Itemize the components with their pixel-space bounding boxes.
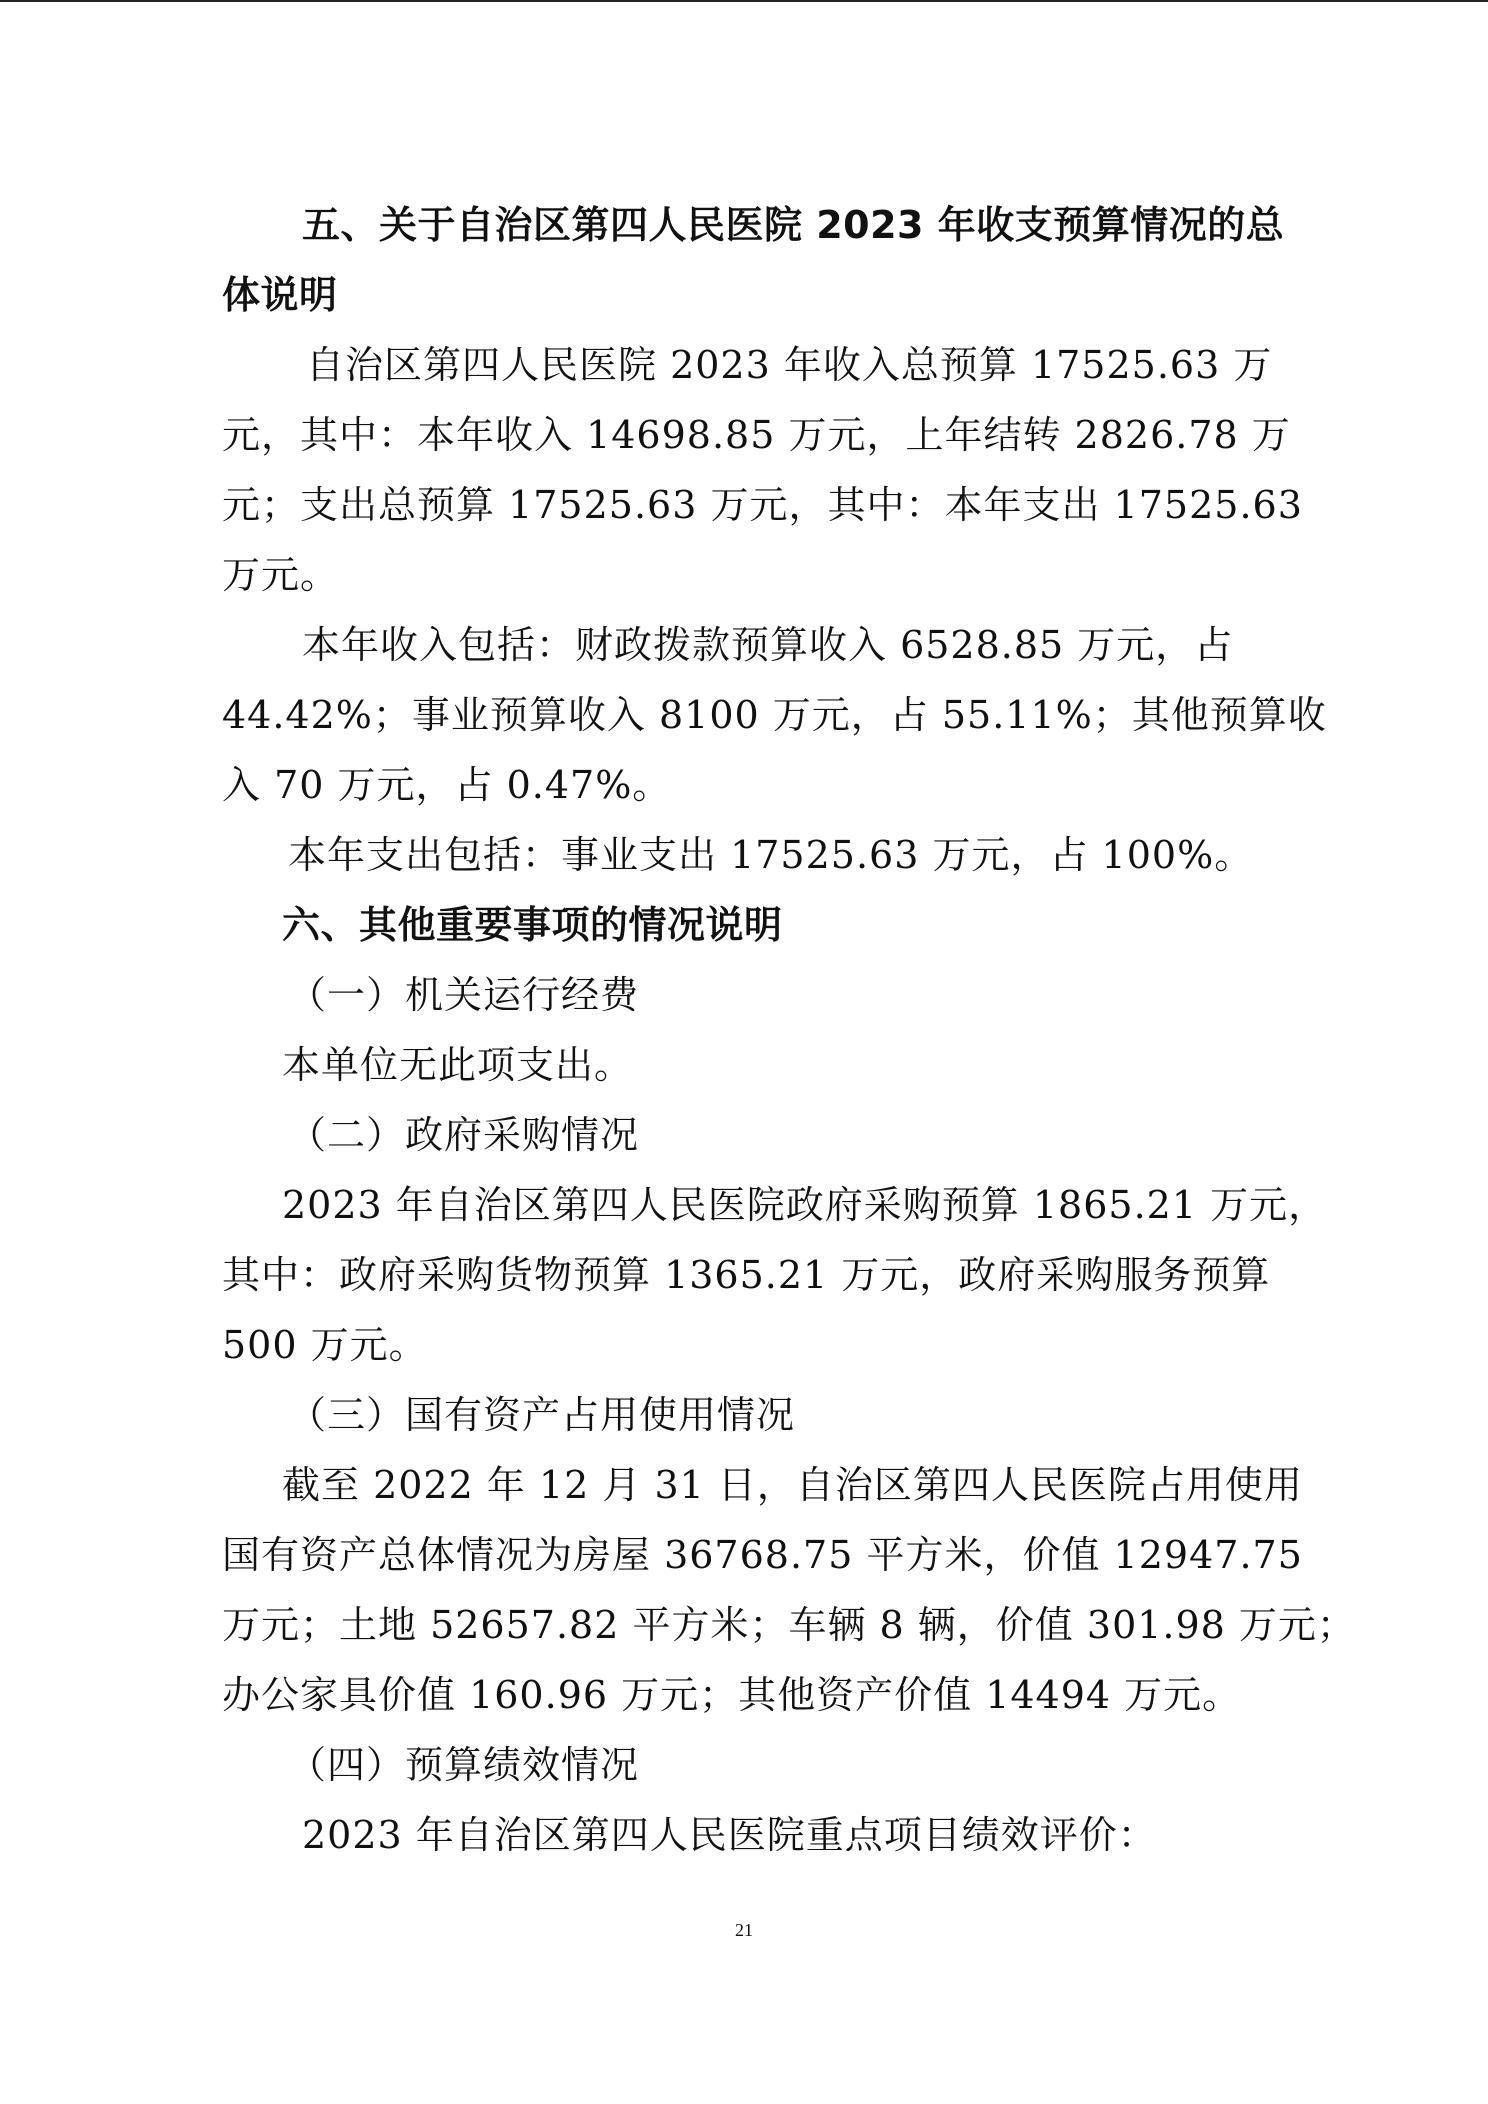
subsection-3-title: （三）国有资产占用使用情况 bbox=[288, 1393, 796, 1437]
page-content bbox=[222, 190, 1356, 1870]
top-border bbox=[0, 0, 1488, 2]
section-5-para-2-line-1: 本年收入包括：财政拨款预算收入 6528.85 万元，占 bbox=[302, 623, 1234, 667]
subsection-2-title: （二）政府采购情况 bbox=[288, 1113, 640, 1157]
page-number: 21 bbox=[735, 1920, 753, 1940]
section-5-para-3-line-1: 本年支出包括：事业支出 17525.63 万元，占 100%。 bbox=[288, 833, 1254, 877]
section-5-para-1-line-4: 万元。 bbox=[222, 553, 340, 597]
subsection-4-title: （四）预算绩效情况 bbox=[288, 1743, 640, 1787]
section-5-para-1-line-2: 元，其中：本年收入 14698.85 万元，上年结转 2826.78 万 bbox=[222, 413, 1291, 457]
section-5-para-1-line-1: 自治区第四人民医院 2023 年收入总预算 17525.63 万 bbox=[306, 343, 1273, 387]
subsection-1-title: （一）机关运行经费 bbox=[288, 973, 640, 1017]
subsection-1-body-line-1: 本单位无此项支出。 bbox=[282, 1043, 634, 1087]
subsection-3-body-line-3: 万元；土地 52657.82 平方米；车辆 8 辆，价值 301.98 万元； bbox=[222, 1603, 1356, 1647]
subsection-3-body-line-2: 国有资产总体情况为房屋 36768.75 平方米，价值 12947.75 bbox=[222, 1533, 1303, 1577]
section-6-heading: 六、其他重要事项的情况说明 bbox=[282, 903, 783, 947]
subsection-3-body-line-1: 截至 2022 年 12 月 31 日，自治区第四人民医院占用使用 bbox=[282, 1463, 1303, 1507]
section-5-para-2-line-3: 入 70 万元，占 0.47%。 bbox=[222, 763, 672, 807]
section-5-para-1-line-3: 元；支出总预算 17525.63 万元，其中：本年支出 17525.63 bbox=[222, 483, 1303, 527]
section-5-heading-line-1: 五、关于自治区第四人民医院 2023 年收支预算情况的总 bbox=[302, 203, 1285, 247]
subsection-2-body-line-3: 500 万元。 bbox=[222, 1323, 428, 1367]
section-5-heading-line-2: 体说明 bbox=[222, 273, 338, 317]
subsection-2-body-line-2: 其中：政府采购货物预算 1365.21 万元，政府采购服务预算 bbox=[222, 1253, 1271, 1297]
subsection-2-body-line-1: 2023 年自治区第四人民医院政府采购预算 1865.21 万元， bbox=[282, 1183, 1328, 1227]
subsection-4-body-line-1: 2023 年自治区第四人民医院重点项目绩效评价： bbox=[302, 1813, 1157, 1857]
section-5-para-2-line-2: 44.42%；事业预算收入 8100 万元，占 55.11%；其他预算收 bbox=[222, 693, 1327, 737]
subsection-3-body-line-4: 办公家具价值 160.96 万元；其他资产价值 14494 万元。 bbox=[222, 1673, 1242, 1717]
